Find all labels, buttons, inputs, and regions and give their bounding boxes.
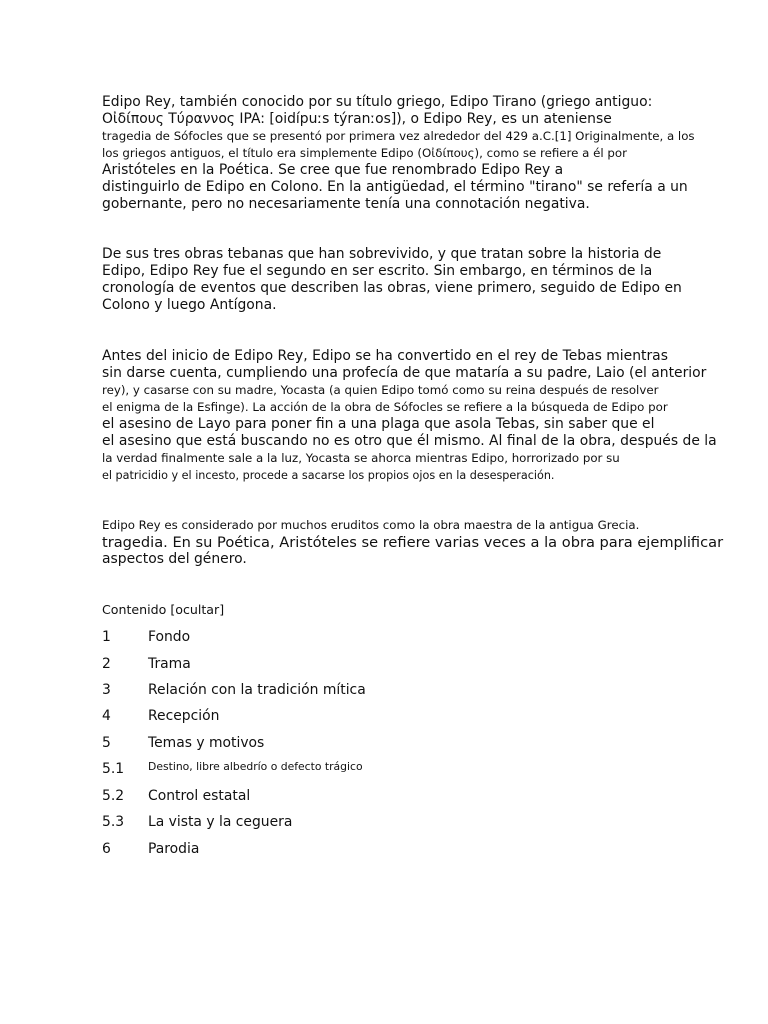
- text-line: el patricidio y el incesto, procede a sacarse los propios ojos en la desesperación.: [102, 469, 555, 482]
- paragraph-theban-plays: [102, 246, 682, 314]
- toc-label[interactable]: La vista y la ceguera: [148, 814, 293, 830]
- text-line: la verdad finalmente sale a la luz, Yocasta se ahorca mientras Edipo, horrorizado por su: [102, 451, 620, 465]
- toc-number: 5.3: [102, 814, 125, 830]
- text-line: el asesino de Layo para poner fin a una plaga que asola Tebas, sin saber que el: [102, 416, 655, 432]
- toc-number: 2: [102, 656, 111, 672]
- text-line: aspectos del género.: [102, 551, 247, 567]
- text-line: cronología de eventos que describen las obras, viene primero, seguido de Edipo en: [102, 280, 682, 296]
- text-line: tragedia de Sófocles que se presentó por primera vez alrededor del 429 a.C.[1] Originalmente, a los: [102, 129, 695, 143]
- text-line: los griegos antiguos, el título era simplemente Edipo (Οἰδίπους), como se refiere a él por: [102, 146, 627, 160]
- text-line: el asesino que está buscando no es otro que él mismo. Al final de la obra, después de la: [102, 433, 717, 449]
- toc-number: 3: [102, 682, 111, 698]
- toc-label[interactable]: Fondo: [148, 629, 191, 645]
- toc-label[interactable]: Recepción: [148, 708, 220, 724]
- text-line: De sus tres obras tebanas que han sobrevivido, y que tratan sobre la historia de: [102, 246, 662, 262]
- paragraph-intro: [102, 94, 695, 213]
- text-line: Colono y luego Antígona.: [102, 297, 277, 313]
- toc-number: 1: [102, 629, 111, 645]
- text-line: Antes del inicio de Edipo Rey, Edipo se ha convertido en el rey de Tebas mientras: [102, 348, 668, 364]
- toc-heading: Contenido [ocultar]: [102, 602, 225, 617]
- toc-label[interactable]: Parodia: [148, 841, 200, 857]
- text-line: el enigma de la Esfinge). La acción de la obra de Sófocles se refiere a la búsqueda de Edipo por: [102, 400, 668, 414]
- paragraph-reception: [102, 517, 723, 568]
- toc-number: 5.2: [102, 788, 125, 804]
- toc-label[interactable]: Control estatal: [148, 788, 251, 804]
- paragraph-plot: [102, 348, 717, 484]
- text-line: distinguirlo de Edipo en Colono. En la antigüedad, el término "tirano" se refería a un: [102, 179, 688, 195]
- toc-number: 5: [102, 735, 111, 751]
- text-line: Edipo Rey es considerado por muchos eruditos como la obra maestra de la antigua Grecia.: [102, 518, 640, 532]
- table-of-contents: [102, 602, 742, 862]
- text-line: Edipo Rey, también conocido por su título griego, Edipo Tirano (griego antiguo:: [102, 94, 653, 110]
- toc-label[interactable]: Trama: [148, 656, 191, 672]
- toc-number: 4: [102, 708, 111, 724]
- toc-number: 5.1: [102, 761, 125, 777]
- text-line: sin darse cuenta, cumpliendo una profecía de que mataría a su padre, Laio (el anterior: [102, 365, 707, 381]
- toc-number: 6: [102, 841, 111, 857]
- toc-label[interactable]: Temas y motivos: [148, 735, 265, 751]
- text-line: tragedia. En su Poética, Aristóteles se refiere varias veces a la obra para ejemplificar: [102, 534, 724, 551]
- text-line: Aristóteles en la Poética. Se cree que fue renombrado Edipo Rey a: [102, 162, 564, 178]
- text-line: Edipo, Edipo Rey fue el segundo en ser escrito. Sin embargo, en términos de la: [102, 263, 653, 279]
- text-line: gobernante, pero no necesariamente tenía una connotación negativa.: [102, 196, 590, 212]
- text-line: Οἰδίπους Τύραννος IPA: [oidípuːs týranːos]), o Edipo Rey, es un ateniense: [102, 111, 612, 127]
- toc-label[interactable]: Relación con la tradición mítica: [148, 682, 366, 698]
- toc-label[interactable]: Destino, libre albedrío o defecto trágico: [148, 760, 363, 773]
- text-line: rey), y casarse con su madre, Yocasta (a quien Edipo tomó como su reina después de resolver: [102, 383, 659, 397]
